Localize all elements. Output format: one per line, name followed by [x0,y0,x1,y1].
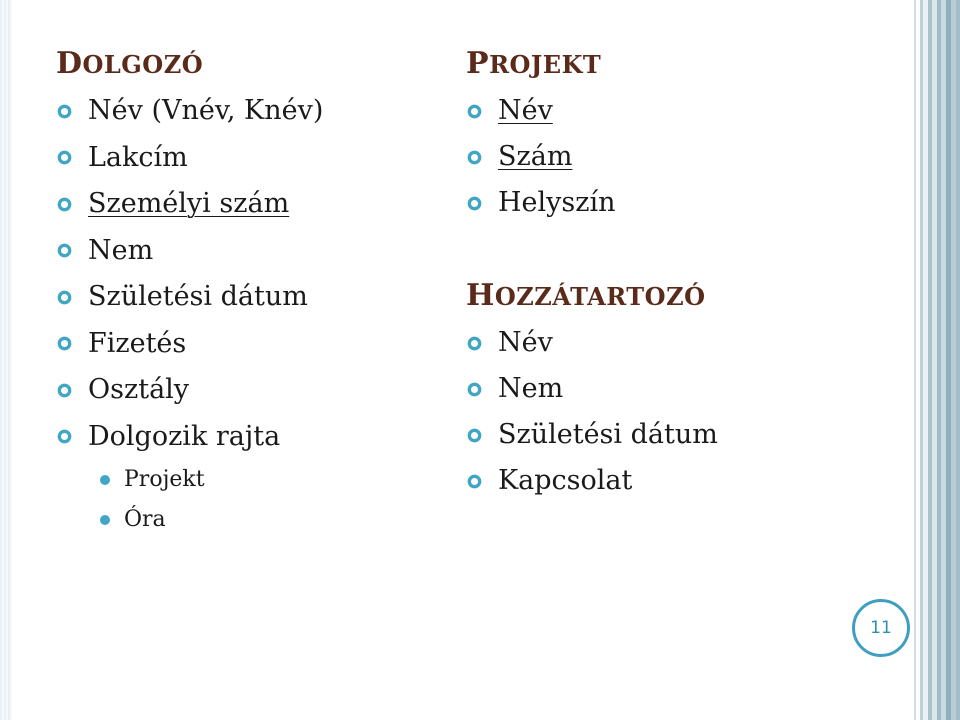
list-item [56,228,456,275]
item-label: Név [498,94,553,126]
heading-initial: P [466,46,490,81]
page-number: 11 [870,618,892,638]
heading-rest: ROJEKT [489,50,602,79]
item-label: Nem [88,234,154,266]
list-item [466,458,886,504]
ring-bullet-icon [466,335,498,352]
ring-bullet-icon [56,196,88,213]
sub-list-item [100,460,456,500]
dolgozo-list [56,88,456,460]
ring-bullet-icon [466,473,498,490]
dot-bullet-icon [100,475,110,485]
item-label: Lakcím [88,141,188,173]
ring-bullet-icon [56,103,88,120]
ring-bullet-icon [56,242,88,259]
item-label: Szám [498,140,573,172]
projekt-list [466,88,886,226]
list-item [56,367,456,414]
dolgozo-column [56,40,456,540]
heading-rest: OLGOZÓ [82,50,204,79]
projekt-heading [466,40,886,88]
left-decor-strip [0,0,12,720]
list-item [56,181,456,228]
item-label: Nem [498,372,564,404]
list-item [466,88,886,134]
ring-bullet-icon [56,149,88,166]
page-number-badge [852,599,910,657]
item-label: Név (Vnév, Knév) [88,95,324,126]
right-decor-stripes [910,0,960,720]
list-item [466,180,886,226]
dot-bullet-icon [100,515,110,525]
list-item [56,135,456,182]
item-label: Személyi szám [88,188,290,219]
heading-rest: OZZÁTARTOZÓ [494,282,706,311]
heading-initial: D [56,46,83,81]
item-label: Helyszín [498,186,616,218]
item-label: Fizetés [88,327,187,359]
sub-list-item [100,500,456,540]
list-item [56,321,456,368]
dolgozo-heading [56,40,456,88]
right-column [466,40,886,504]
item-label: Kapcsolat [498,464,633,496]
ring-bullet-icon [466,381,498,398]
list-item [56,88,456,135]
list-item [56,274,456,321]
ring-bullet-icon [56,382,88,399]
item-label: Dolgozik rajta [88,420,281,452]
section-gap [466,226,886,272]
list-item [466,412,886,458]
heading-initial: H [466,278,495,313]
ring-bullet-icon [466,149,498,166]
ring-bullet-icon [56,289,88,306]
ring-bullet-icon [466,195,498,212]
dolgozik-rajta-sublist [56,460,456,540]
item-label: Születési dátum [88,281,308,312]
ring-bullet-icon [56,335,88,352]
sub-item-label: Projekt [124,467,205,492]
item-label: Név [498,326,553,358]
hozzatartozo-heading [466,272,886,320]
ring-bullet-icon [466,103,498,120]
list-item [466,320,886,366]
item-label: Születési dátum [498,418,718,450]
sub-item-label: Óra [124,507,166,532]
list-item [466,366,886,412]
ring-bullet-icon [466,427,498,444]
list-item [466,134,886,180]
hozzatartozo-list [466,320,886,504]
item-label: Osztály [88,374,190,405]
ring-bullet-icon [56,428,88,445]
list-item [56,414,456,461]
